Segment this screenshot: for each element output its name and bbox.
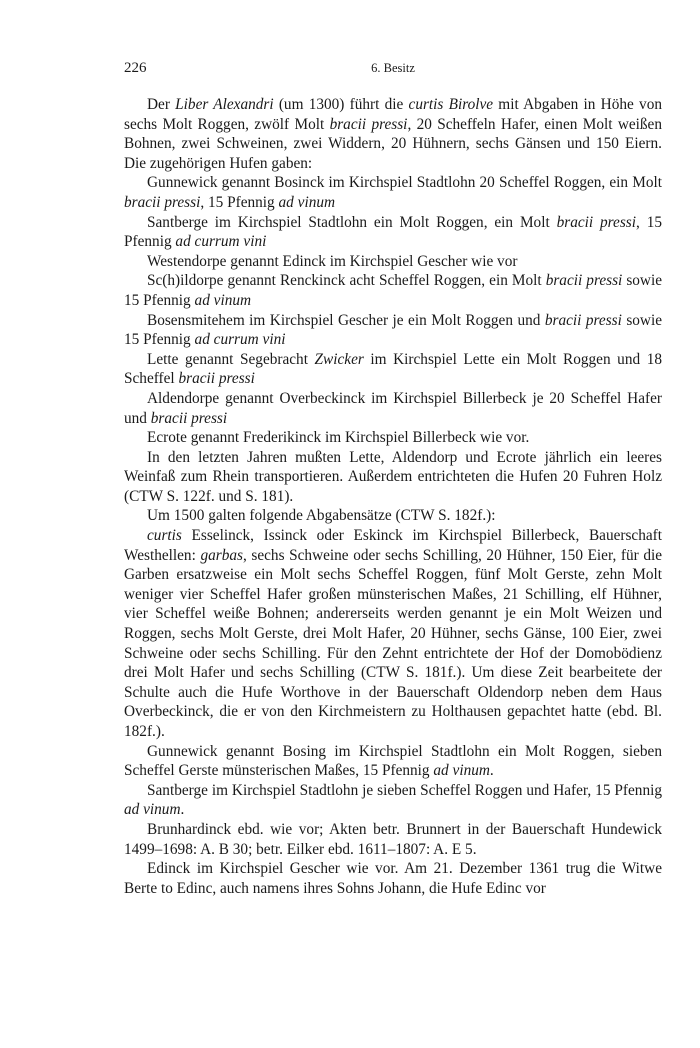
page-header [124, 60, 662, 82]
italic-term: Liber Alexandri [175, 96, 274, 113]
text-run: Aldendorpe genannt Overbeckinck im Kirchspiel Billerbeck je 20 Scheffel Hafer und [124, 389, 662, 427]
italic-term: garbas [200, 546, 243, 564]
text-run: Ecrote genannt Frederikinck im Kirchspiel Billerbeck wie vor. [147, 429, 530, 447]
page-number: 226 [124, 60, 147, 76]
italic-term: ad currum vini [175, 233, 267, 251]
italic-term: curtis Birolve [408, 96, 494, 113]
text-run: In den letzten Jahren mußten Lette, Aldendorp und Ecrote jährlich ein leeres Weinfaß zum Rhein transportieren. Außerdem entrichteten die Hufen 20 Fuhren Holz (CTW S. 122f. und S. 181). [124, 448, 662, 505]
text-run: Um 1500 galten folgende Abgabensätze (CTW S. 182f.): [147, 507, 496, 525]
text-run: Der [147, 96, 176, 113]
text-run: , 20 Scheffeln Hafer, einen Molt weißen Bohnen, zwei Schweinen, zwei Widdern, 20 Hühnern, sechs Gänsen und 150 Eiern. Die zugehörigen Hufen gaben: [124, 115, 662, 172]
italic-term: Zwicker [314, 350, 364, 368]
running-head: 6. Besitz [371, 61, 415, 75]
italic-term: ad vinum [433, 762, 490, 780]
paragraph [124, 448, 662, 507]
text-run: Gunnewick genannt Bosinck im Kirchspiel Stadtlohn 20 Scheffel Roggen, ein Molt [147, 174, 662, 192]
text-run: Bosensmitehem im Kirchspiel Gescher je ein Molt Roggen und [147, 311, 545, 329]
text-run: mit Abgaben in Höhe von sechs Molt Roggen, zwölf Molt [124, 96, 662, 133]
text-run: . [489, 762, 494, 780]
italic-term: bracii pressi [544, 311, 622, 329]
text-run: Sc(h)ildorpe genannt Renckinck acht Scheffel Roggen, ein Molt [147, 272, 546, 290]
text-run: Esselinck, Issinck oder Eskinck im Kirchspiel Billerbeck, Bauerschaft Westhellen: [124, 527, 662, 564]
italic-term: curtis [147, 527, 182, 545]
italic-term: bracii pressi [329, 115, 408, 133]
paragraph [124, 506, 662, 526]
paragraph [124, 526, 662, 742]
italic-term: bracii pressi [178, 370, 255, 388]
paragraph [124, 252, 662, 272]
paragraph [124, 311, 662, 350]
italic-term: bracii pressi [124, 193, 201, 211]
text-run: , 15 Pfennig [200, 193, 279, 211]
text-run: , 15 Pfennig [124, 213, 662, 251]
text-run: sowie 15 Pfennig [124, 311, 663, 349]
text-run: Santberge im Kirchspiel Stadtlohn ein Molt Roggen, ein Molt [147, 213, 557, 231]
italic-term: ad vinum [194, 291, 252, 309]
paragraph [124, 859, 662, 898]
text-run: Gunnewick genannt Bosing im Kirchspiel Stadtlohn ein Molt Roggen, sieben Scheffel Gerste münsterischen Maßes, 15 Pfennig [124, 742, 662, 780]
text-run: Lette genannt Segebracht [147, 350, 315, 368]
paragraph [124, 428, 662, 448]
paragraph [124, 389, 662, 428]
italic-term: bracii pressi [556, 213, 636, 231]
italic-term: ad vinum [124, 801, 181, 819]
text-run: sowie 15 Pfennig [124, 272, 663, 309]
italic-term: bracii pressi [545, 272, 623, 290]
paragraph [124, 781, 662, 820]
paragraph [124, 271, 662, 310]
italic-term: bracii pressi [150, 409, 228, 427]
text-run: (um 1300) führt die [273, 96, 409, 113]
text-run: , sechs Schweine oder sechs Schilling, 20 Hühner, 150 Eier, für die Garben ersatzweise ein Molt sechs Scheffel Roggen, fünf Molt Gerste, zehn Molt weniger vier Scheffel Hafer großen münsterischen Maßes, 21 Schilling, elf Hühner, vier Scheffel weiße Bohnen; andererseits werden genannt je ein Molt Weizen und Roggen, sechs Molt Gerste, drei Molt Hafer, 20 Hühner, sechs Gänse, 100 Eier, zwei Schweine oder sechs Schilling. Für den Zehnt entrichtete der Hof der Domobödienz drei Molt Hafer und sechs Schilling (CTW S. 181f.). Um diese Zeit bearbeitete der Schulte auch die Hufe Worthove in der Bauerschaft Oldendorp neben dem Haus Overbeckinck, die er von den Kirchmeistern zu Holthausen gepachtet hatte (ebd. Bl. 182f.). [124, 546, 663, 740]
text-run: Santberge im Kirchspiel Stadtlohn je sieben Scheffel Roggen und Hafer, 15 Pfennig [147, 781, 662, 799]
paragraph [124, 742, 662, 781]
text-run: Edinck im Kirchspiel Gescher wie vor. Am 21. Dezember 1361 trug die Witwe Berte to Edinc, auch namens ihres Sohns Johann, die Hufe Edinc vor [124, 860, 662, 897]
text-run: Westendorpe genannt Edinck im Kirchspiel Gescher wie vor [147, 252, 518, 270]
body-text [124, 95, 662, 898]
paragraph [124, 350, 662, 389]
paragraph [124, 173, 662, 212]
paragraph [124, 820, 662, 859]
text-run: . [180, 801, 185, 819]
paragraph [124, 95, 662, 173]
italic-term: ad currum vini [194, 331, 286, 349]
paragraph [124, 213, 662, 252]
text-run: Brunhardinck ebd. wie vor; Akten betr. Brunnert in der Bauerschaft Hundewick 1499–1698: A. B 30; betr. Eilker ebd. 1611–1807: A. E 5. [124, 820, 662, 858]
italic-term: ad vinum [278, 193, 336, 211]
text-run: im Kirchspiel Lette ein Molt Roggen und 18 Scheffel [124, 350, 662, 388]
